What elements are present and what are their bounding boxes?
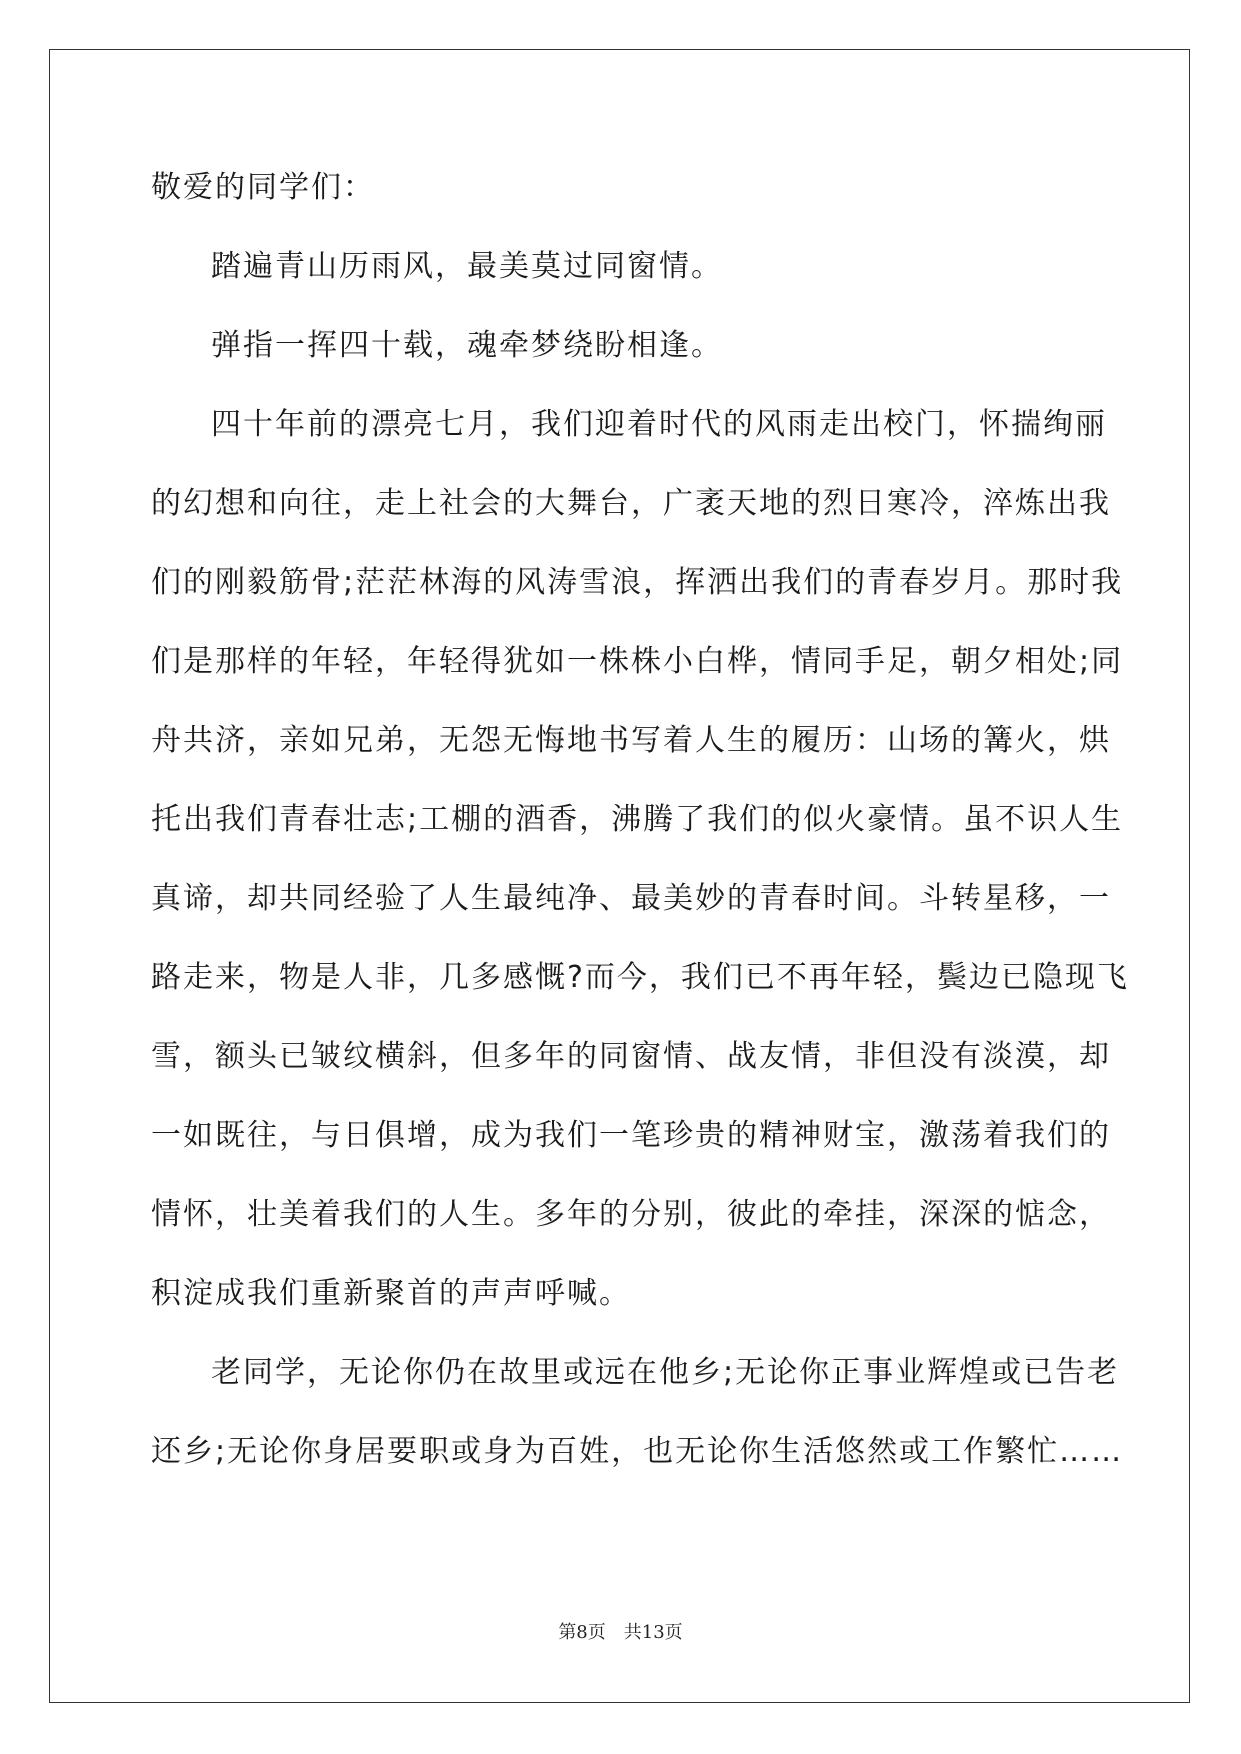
text-line: 托出我们青春壮志;工棚的酒香，沸腾了我们的似火豪情。虽不识人生 [151,802,1124,837]
text-line: 弹指一挥四十载，魂牵梦绕盼相逢。 [211,328,723,363]
text-line: 们是那样的年轻，年轻得犹如一株株小白桦，情同手足，朝夕相处;同 [151,644,1124,679]
text-line: 路走来，物是人非，几多感慨?而今，我们已不再年轻，鬓边已隐现飞 [151,960,1129,995]
text-line: 的幻想和向往，走上社会的大舞台，广袤天地的烈日寒冷，淬炼出我 [151,486,1111,521]
salutation: 敬爱的同学们： [151,170,375,205]
text-line: 踏遍青山历雨风，最美莫过同窗情。 [211,249,723,284]
text-line: 雪，额头已皱纹横斜，但多年的同窗情、战友情，非但没有淡漠，却 [151,1039,1111,1074]
text-line: 老同学，无论你仍在故里或远在他乡;无论你正事业辉煌或已告老 [211,1355,1120,1390]
text-line: 还乡;无论你身居要职或身为百姓，也无论你生活悠然或工作繁忙…… [151,1434,1124,1469]
text-line: 一如既往，与日俱增，成为我们一笔珍贵的精神财宝，激荡着我们的 [151,1118,1111,1153]
text-line: 舟共济，亲如兄弟，无怨无悔地书写着人生的履历：山场的篝火，烘 [151,723,1111,758]
text-line: 情怀，壮美着我们的人生。多年的分别，彼此的牵挂，深深的惦念， [151,1197,1111,1232]
text-line: 真谛，却共同经验了人生最纯净、最美妙的青春时间。斗转星移，一 [151,881,1111,916]
page-number: 第8页 共13页 [558,1622,683,1643]
document-body [151,165,1129,1508]
text-line: 们的刚毅筋骨;茫茫林海的风涛雪浪，挥洒出我们的青春岁月。那时我 [151,565,1124,600]
text-line: 四十年前的漂亮七月，我们迎着时代的风雨走出校门，怀揣绚丽 [211,407,1107,442]
text-line: 积淀成我们重新聚首的声声呼喊。 [151,1276,631,1311]
